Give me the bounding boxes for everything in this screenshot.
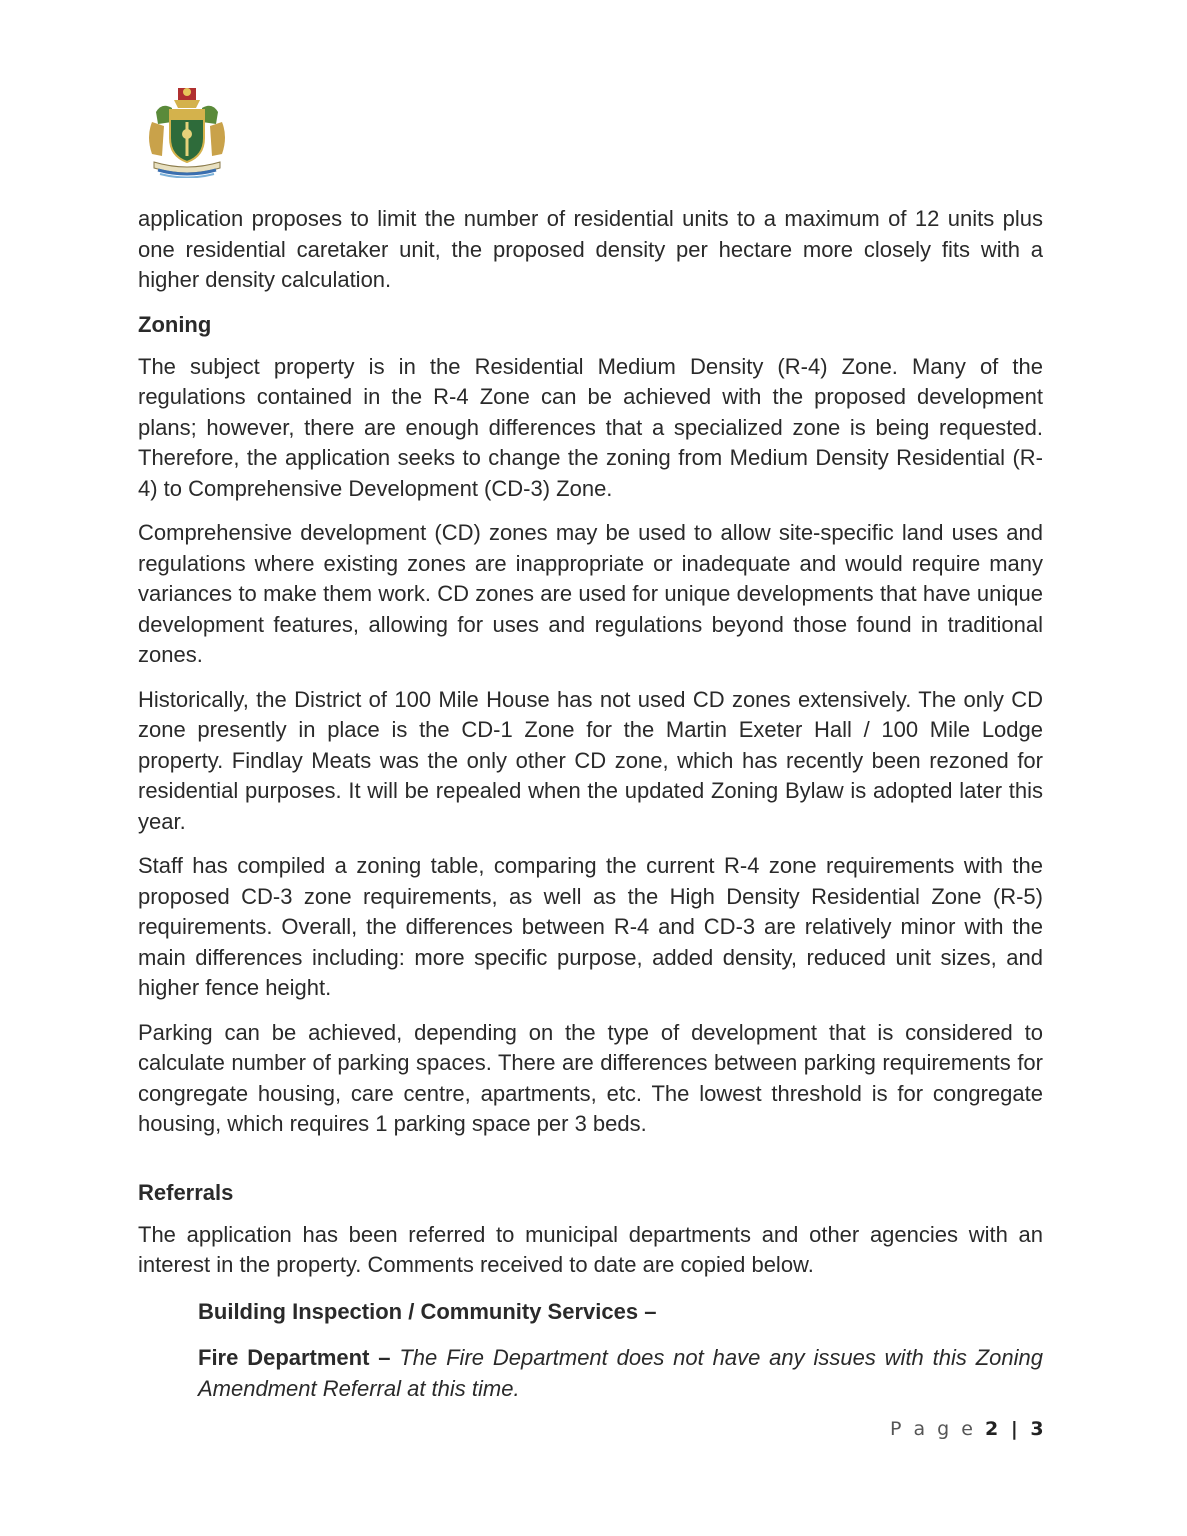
zoning-paragraph-3: Historically, the District of 100 Mile House has not used CD zones extensively. The only CD zone presently in place is the CD-1 Zone for the Martin Exeter Hall / 100 Mile Lodge property. Findlay Meats was the only other CD zone, which has recently been rezoned for residential purposes. It will be repealed when the updated Zoning Bylaw is adopted later this year. (138, 686, 1043, 834)
page-label: P a g e (890, 1418, 976, 1440)
fire-department-item (198, 1343, 1043, 1404)
fire-department-text: The Fire Department does not have any issues with this Zoning Amendment Referral at this time. (198, 1345, 1043, 1401)
referrals-paragraph: The application has been referred to municipal departments and other agencies with an interest in the property. Comments received to date are copied below. (138, 1221, 1043, 1277)
zoning-paragraph-5: Parking can be achieved, depending on the type of development that is considered to calculate number of parking spaces. There are differences between parking requirements for congregate housing, care centre, apartments, etc. The lowest threshold is for congregate housing, which requires 1 parking space per 3 beds. (138, 1019, 1043, 1136)
fire-department-heading: Fire Department – (198, 1345, 391, 1370)
document-body (138, 204, 1043, 1404)
coat-of-arms-logo (142, 82, 232, 178)
zoning-heading: Zoning (138, 311, 212, 337)
page-number-footer (890, 1418, 1047, 1440)
zoning-paragraph-2: Comprehensive development (CD) zones may be used to allow site-specific land uses and regulations where existing zones are inappropriate or inadequate and would require many variances to make them work. CD zones are used for unique developments that have unique development features, allowing for uses and regulations beyond those found in traditional zones. (138, 520, 1043, 667)
intro-paragraph: application proposes to limit the number of residential units to a maximum of 12 units plus one residential caretaker unit, the proposed density per hectare more closely fits with a higher density calculation. (138, 206, 1043, 292)
zoning-paragraph-1: The subject property is in the Residential Medium Density (R-4) Zone. Many of the regulations contained in the R-4 Zone can be achieved with the proposed development plans; however, there are enough differences that a specialized zone is being requested. Therefore, the application seeks to change the zoning from Medium Density Residential (R-4) to Comprehensive Development (CD-3) Zone. (138, 353, 1043, 501)
zoning-paragraph-4: Staff has compiled a zoning table, comparing the current R-4 zone requirements with the proposed CD-3 zone requirements, as well as the High Density Residential Zone (R-5) requirements. Overall, the differences between R-4 and CD-3 are relatively minor with the main differences including: more specific purpose, added density, reduced unit sizes, and higher fence height. (138, 853, 1043, 1000)
referrals-heading: Referrals (138, 1179, 234, 1205)
page-number: 2 | 3 (985, 1418, 1047, 1440)
building-inspection-heading: Building Inspection / Community Services – (198, 1298, 657, 1324)
